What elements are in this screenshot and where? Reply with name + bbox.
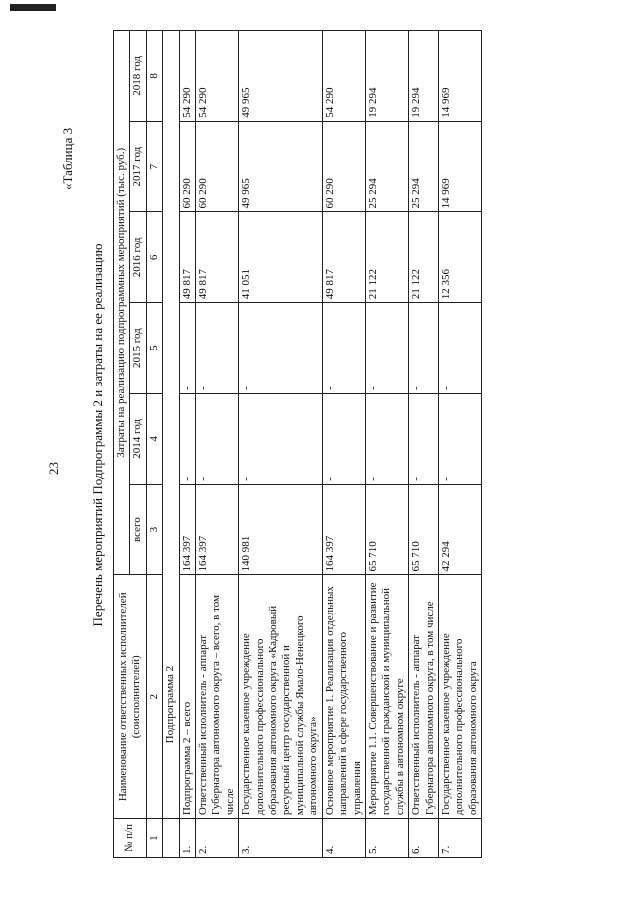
row-name: Ответственный исполнитель - аппарат Губернатора автономного округа – всего, в том числе	[196, 575, 239, 819]
row-2018: 19 294	[365, 31, 408, 122]
row-number: 3.	[239, 819, 322, 858]
row-2017: 25 294	[409, 121, 439, 212]
table-row	[239, 31, 322, 858]
header-year-2014: 2014 год	[130, 393, 146, 484]
header-costs-group: Затраты на реализацию подпрограммных мероприятий (тыс. руб.)	[114, 31, 130, 575]
row-name: Мероприятие 1.1. Совершенствование и развитие государственной гражданской и муниципальной службы в автономном округе	[365, 575, 408, 819]
table-row	[409, 31, 439, 858]
header-name: Наименование ответственных исполнителей (соисполнителей)	[114, 575, 147, 819]
row-2018: 49 965	[239, 31, 322, 122]
header-year-2015: 2015 год	[130, 303, 146, 394]
row-2015: -	[179, 303, 195, 394]
column-index-row	[146, 31, 162, 858]
row-name: Основное мероприятие 1. Реализация отдельных направлений в сфере государственного управления	[322, 575, 365, 819]
row-number: 7.	[438, 819, 481, 858]
index-cell: 4	[146, 393, 162, 484]
table-row	[365, 31, 408, 858]
row-number: 1.	[179, 819, 195, 858]
row-number: 2.	[196, 819, 239, 858]
row-2017: 60 290	[179, 121, 195, 212]
row-2016: 49 817	[196, 212, 239, 303]
document-title: Перечень мероприятий Подпрограммы 2 и затраты на ее реализацию	[90, 243, 105, 627]
index-cell: 6	[146, 212, 162, 303]
program-heading	[163, 31, 179, 819]
row-2016: 49 817	[322, 212, 365, 303]
row-2014: -	[196, 393, 239, 484]
row-2016: 49 817	[179, 212, 195, 303]
row-2017: 60 290	[322, 121, 365, 212]
row-number: 4.	[322, 819, 365, 858]
table-row	[196, 31, 239, 858]
program-heading-blank	[163, 819, 179, 858]
row-total: 140 981	[239, 484, 322, 575]
row-total: 164 397	[196, 484, 239, 575]
row-2014: -	[239, 393, 322, 484]
row-2016: 12 356	[438, 212, 481, 303]
row-total: 42 294	[438, 484, 481, 575]
row-2017: 25 294	[365, 121, 408, 212]
index-cell: 8	[146, 31, 162, 122]
row-2017: 14 969	[438, 121, 481, 212]
header-year-2018: 2018 год	[130, 31, 146, 122]
index-cell: 7	[146, 121, 162, 212]
index-cell: 2	[146, 575, 162, 819]
index-cell: 5	[146, 303, 162, 394]
row-2015: -	[365, 303, 408, 394]
row-total: 164 397	[322, 484, 365, 575]
row-name: Ответственный исполнитель - аппарат Губернатора автономного округа, в том числе	[409, 575, 439, 819]
row-2015: -	[322, 303, 365, 394]
row-2014: -	[365, 393, 408, 484]
table-row	[322, 31, 365, 858]
table-row	[179, 31, 195, 858]
row-2014: -	[409, 393, 439, 484]
row-2014: -	[438, 393, 481, 484]
header-year-2016: 2016 год	[130, 212, 146, 303]
table-body	[179, 31, 482, 858]
row-name: Подпрограмма 2 – всего	[179, 575, 195, 819]
row-2016: 41 051	[239, 212, 322, 303]
header-no: № п/п	[114, 819, 147, 858]
row-2014: -	[179, 393, 195, 484]
row-total: 65 710	[365, 484, 408, 575]
index-cell: 3	[146, 484, 162, 575]
header-row-1	[114, 31, 130, 858]
row-2018: 14 969	[438, 31, 481, 122]
row-name: Государственное казенное учреждение дополнительного профессионального образования автономного округа	[438, 575, 481, 819]
page-number: 23	[46, 462, 61, 475]
row-number: 5.	[365, 819, 408, 858]
row-total: 65 710	[409, 484, 439, 575]
table-label: «Таблица 3	[60, 127, 75, 190]
row-number: 6.	[409, 819, 439, 858]
row-2018: 54 290	[322, 31, 365, 122]
index-cell: 1	[146, 819, 162, 858]
program-heading-row	[163, 31, 179, 858]
program-heading-text: Подпрограмма 2	[164, 665, 177, 744]
row-2018: 54 290	[179, 31, 195, 122]
row-2016: 21 122	[365, 212, 408, 303]
row-2014: -	[322, 393, 365, 484]
row-2016: 21 122	[409, 212, 439, 303]
table-row	[438, 31, 481, 858]
row-2017: 49 965	[239, 121, 322, 212]
header-year-2017: 2017 год	[130, 121, 146, 212]
row-total: 164 397	[179, 484, 195, 575]
row-name: Государственное казенное учреждение дополнительного профессионального образования автономного округа «Кадровый ресурсный центр государственной и муниципальной службы Ямало-Ненецкого автономного округа»	[239, 575, 322, 819]
row-2015: -	[196, 303, 239, 394]
costs-table	[113, 30, 482, 858]
row-2015: -	[438, 303, 481, 394]
row-2018: 19 294	[409, 31, 439, 122]
row-2015: -	[409, 303, 439, 394]
row-2018: 54 290	[196, 31, 239, 122]
header-total: всего	[130, 484, 146, 575]
row-2015: -	[239, 303, 322, 394]
row-2017: 60 290	[196, 121, 239, 212]
